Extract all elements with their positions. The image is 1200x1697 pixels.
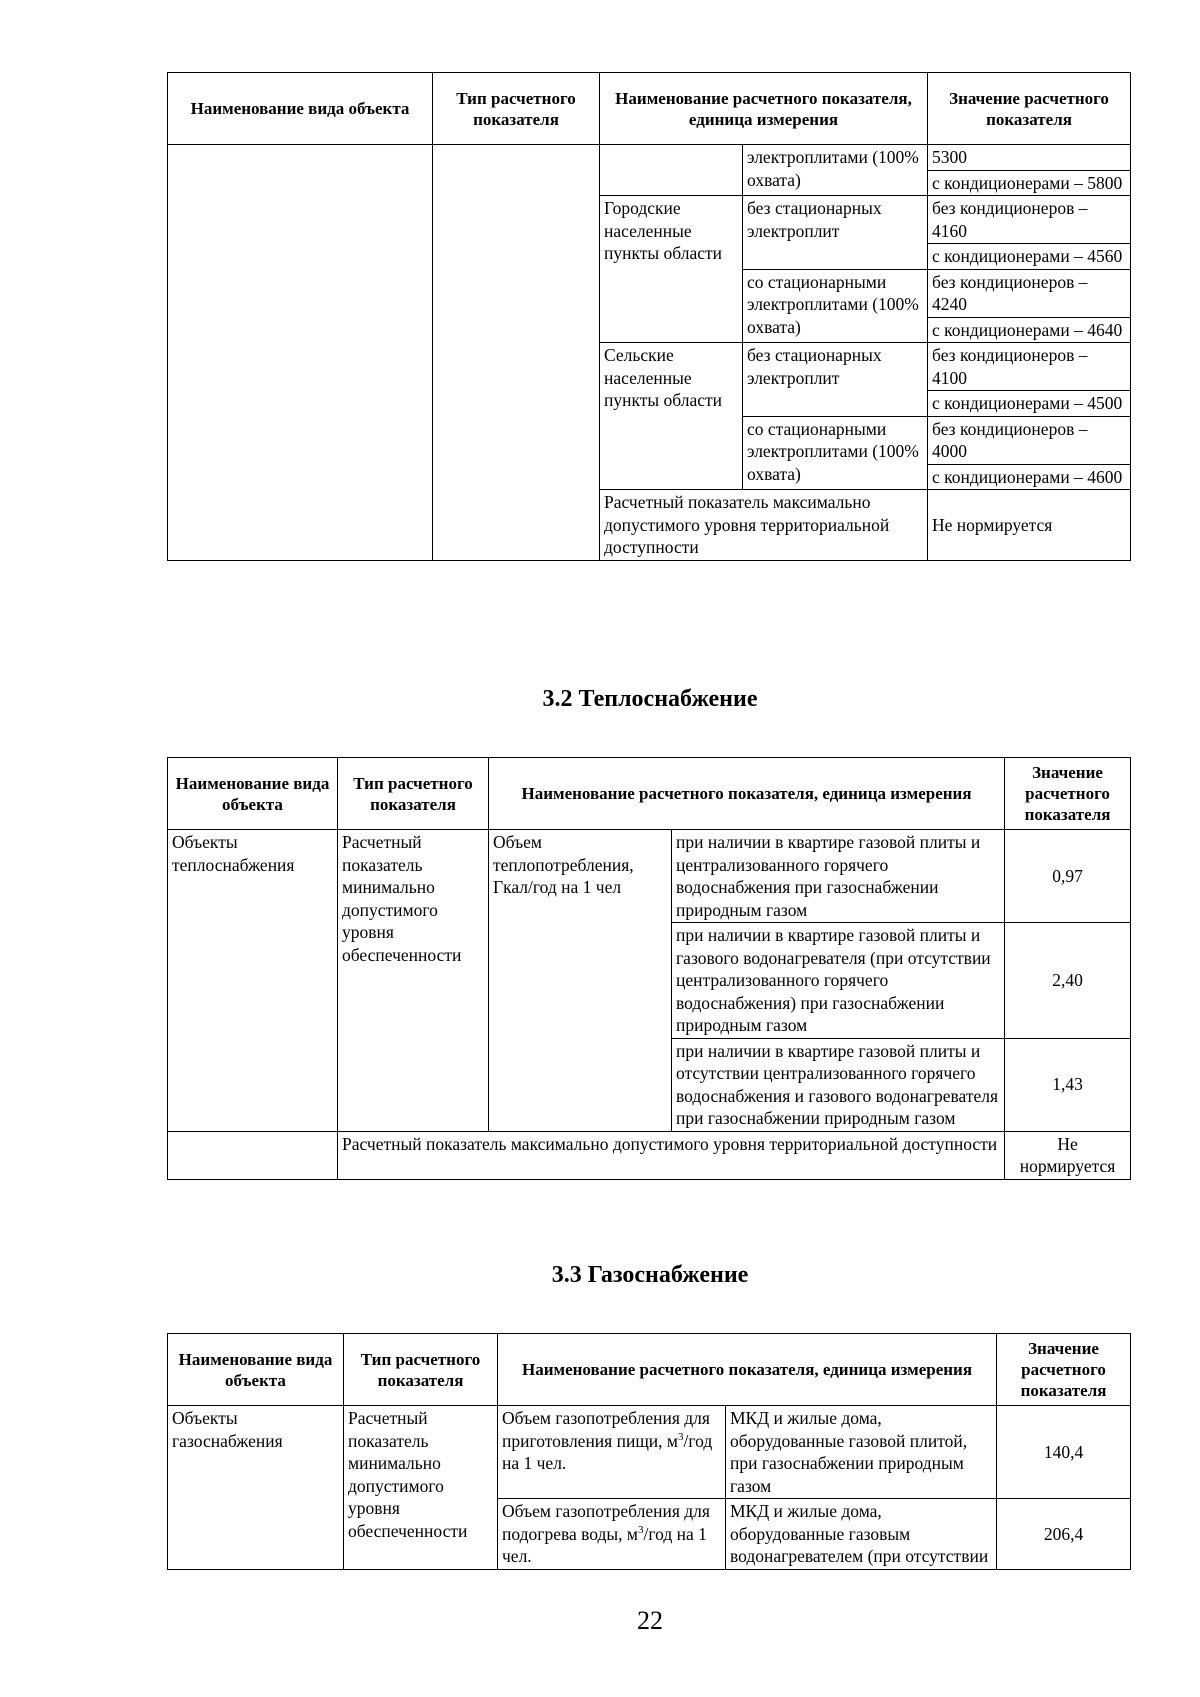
header-indicator-name: Наименование расчетного показателя, единица измерения	[489, 758, 1005, 830]
indicator-value: 206,4	[997, 1499, 1131, 1570]
value-cell: с кондиционерами – 4560	[928, 244, 1131, 270]
header-object-type: Наименование вида объекта	[168, 1334, 344, 1406]
indicator-main: Объем газопотребления для подогрева воды, м	[502, 1501, 710, 1544]
header-indicator-type: Тип расчетного показателя	[433, 73, 600, 145]
indicator-tail: /год на 1 чел.	[502, 1430, 713, 1473]
empty-locality-cell	[600, 145, 743, 196]
header-indicator-type: Тип расчетного показателя	[344, 1334, 498, 1406]
indicator-value: 140,4	[997, 1406, 1131, 1499]
object-type: Объекты газоснабжения	[168, 1406, 344, 1570]
indicator-value: 2,40	[1005, 923, 1131, 1039]
header-indicator-name: Наименование расчетного показателя, единица измерения	[600, 73, 928, 145]
indicator-tail: /год на 1 чел.	[502, 1523, 707, 1566]
access-indicator-label: Расчетный показатель максимально допустимого уровня территориальной доступности	[338, 1131, 1005, 1179]
condition-text: при наличии в квартире газовой плиты и газового водонагревателя (при отсутствии централизованного горячего водоснабжения) при газоснабжении природным газом	[672, 923, 1005, 1039]
access-indicator-label: Расчетный показатель максимально допустимого уровня территориальной доступности	[600, 490, 928, 561]
page-number: 22	[637, 1606, 663, 1635]
unit-exponent: 3	[678, 1430, 684, 1443]
access-indicator-value: Не нормируется	[928, 490, 1131, 561]
value-cell: без кондиционеров – 4160	[928, 196, 1131, 244]
condition-text: при наличии в квартире газовой плиты и централизованного горячего водоснабжения при газоснабжении природным газом	[672, 830, 1005, 923]
condition-text: при наличии в квартире газовой плиты и отсутствии централизованного горячего водоснабжения и газового водонагревателя при газоснабжении природным газом	[672, 1038, 1005, 1131]
value-cell: с кондиционерами – 4500	[928, 391, 1131, 417]
indicator-type: Расчетный показатель минимально допустимого уровня обеспеченности	[344, 1406, 498, 1570]
stove-condition: без стационарных электроплит	[743, 343, 928, 417]
value-cell: с кондиционерами – 5800	[928, 170, 1131, 196]
indicator-value: 0,97	[1005, 830, 1131, 923]
indicator-value: 1,43	[1005, 1038, 1131, 1131]
value-cell: с кондиционерами – 4600	[928, 464, 1131, 490]
header-object-type: Наименование вида объекта	[168, 73, 433, 145]
value-cell: с кондиционерами – 4640	[928, 317, 1131, 343]
header-indicator-value: Значение расчетного показателя	[928, 73, 1131, 145]
condition-text: МКД и жилые дома, оборудованные газовой плитой, при газоснабжении природным газом	[726, 1406, 997, 1499]
unit-exponent: 3	[638, 1523, 644, 1536]
header-object-type: Наименование вида объекта	[168, 758, 338, 830]
object-type: Объекты теплоснабжения	[168, 830, 338, 1132]
empty-object-cell	[168, 1131, 338, 1179]
stove-condition: со стационарными электроплитами (100% охвата)	[743, 269, 928, 343]
section-heading-gas: 3.3 Газоснабжение	[551, 1262, 749, 1288]
locality-urban: Городские населенные пункты области	[600, 196, 743, 343]
indicator-name: Объем теплопотребления, Гкал/год на 1 чел	[489, 830, 672, 1132]
indicator-name	[498, 1499, 726, 1570]
empty-type-cell	[433, 145, 600, 561]
header-indicator-name: Наименование расчетного показателя, единица измерения	[498, 1334, 997, 1406]
indicator-type: Расчетный показатель минимально допустимого уровня обеспеченности	[338, 830, 489, 1132]
indicator-name	[498, 1406, 726, 1499]
stove-condition: без стационарных электроплит	[743, 196, 928, 270]
header-indicator-value: Значение расчетного показателя	[1005, 758, 1131, 830]
condition-text: МКД и жилые дома, оборудованные газовым водонагревателем (при отсутствии	[726, 1499, 997, 1570]
value-cell: 5300	[928, 145, 1131, 171]
value-cell: без кондиционеров – 4240	[928, 269, 1131, 317]
electricity-table	[167, 72, 1131, 561]
stove-condition: электроплитами (100% охвата)	[743, 145, 928, 196]
access-indicator-value: Не нормируется	[1005, 1131, 1131, 1179]
gas-supply-table	[167, 1333, 1131, 1570]
empty-object-cell	[168, 145, 433, 561]
header-indicator-value: Значение расчетного показателя	[997, 1334, 1131, 1406]
value-cell: без кондиционеров – 4100	[928, 343, 1131, 391]
stove-condition: со стационарными электроплитами (100% охвата)	[743, 416, 928, 490]
header-indicator-type: Тип расчетного показателя	[338, 758, 489, 830]
value-cell: без кондиционеров – 4000	[928, 416, 1131, 464]
section-heading-heat: 3.2 Теплоснабжение	[542, 686, 758, 712]
heat-supply-table	[167, 757, 1131, 1180]
indicator-main: Объем газопотребления для приготовления пищи, м	[502, 1408, 710, 1451]
locality-rural: Сельские населенные пункты области	[600, 343, 743, 490]
